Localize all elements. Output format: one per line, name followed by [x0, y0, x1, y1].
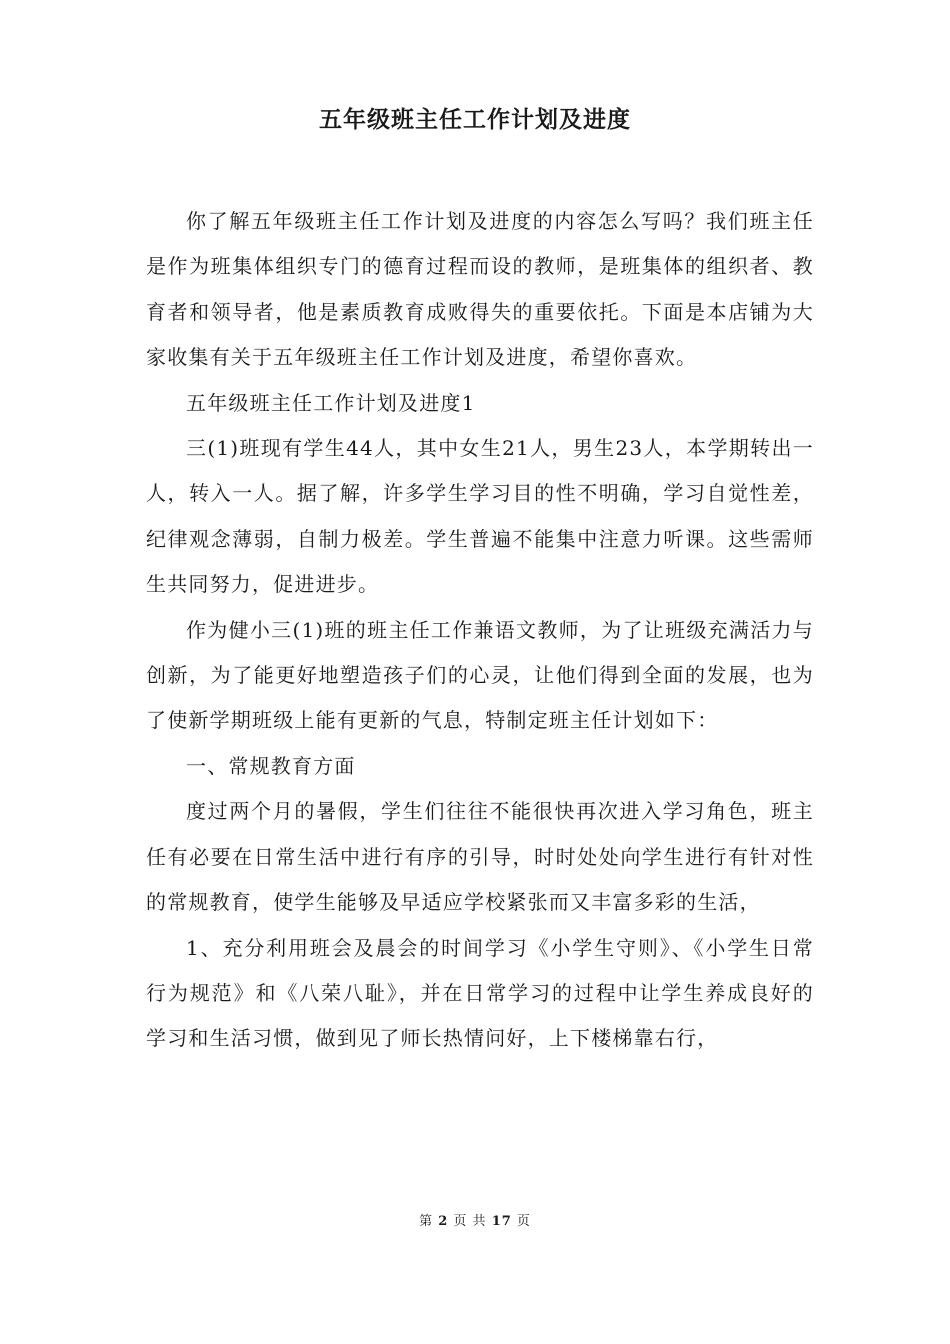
intro-paragraph: 你了解五年级班主任工作计划及进度的内容怎么写吗？我们班主任是作为班集体组织专门的德育过程而设的教师，是班集体的组织者、教育者和领导者，他是素质教育成败得失的重要依托。下面是本店铺为大家收集有关于五年级班主任工作计划及进度，希望你喜欢。 [146, 209, 814, 370]
section-heading-plan-1: 五年级班主任工作计划及进度1 [186, 390, 476, 415]
list-item-1-paragraph: 1、充分利用班会及晨会的时间学习《小学生守则》、《小学生日常行为规范》和《八荣八耻》，并在日常学习的过程中让学生养成良好的学习和生活习惯，做到见了师长热情问好，上下楼梯靠右行， [146, 935, 814, 1051]
footer-prefix: 第 [419, 1214, 434, 1229]
routine-education-paragraph: 度过两个月的暑假，学生们往往不能很快再次进入学习角色，班主任有必要在日常生活中进行有序的引导，时时处处向学生进行有针对性的常规教育，使学生能够及早适应学校紧张而又丰富多彩的生活， [146, 799, 814, 915]
plan-purpose-paragraph: 作为健小三(1)班的班主任工作兼语文教师，为了让班级充满活力与创新，为了能更好地塑造孩子们的心灵，让他们得到全面的发展，也为了使新学期班级上能有更新的气息，特制定班主任计划如下： [146, 617, 814, 733]
footer-middle: 页 共 [453, 1214, 487, 1229]
document-title: 五年级班主任工作计划及进度 [319, 106, 631, 133]
class-overview-paragraph: 三(1)班现有学生44人，其中女生21人，男生23人，本学期转出一人，转入一人。据了解，许多学生学习目的性不明确，学习自觉性差，纪律观念薄弱，自制力极差。学生普遍不能集中注意力听课。这些需师生共同努力，促进进步。 [146, 436, 814, 597]
footer-suffix: 页 [516, 1214, 531, 1229]
document-body [146, 199, 814, 1062]
page-footer [0, 1212, 950, 1232]
footer-total-pages: 17 [491, 1214, 512, 1229]
section-heading-routine-education: 一、常规教育方面 [186, 753, 356, 778]
footer-page-number: 2 [438, 1214, 449, 1229]
